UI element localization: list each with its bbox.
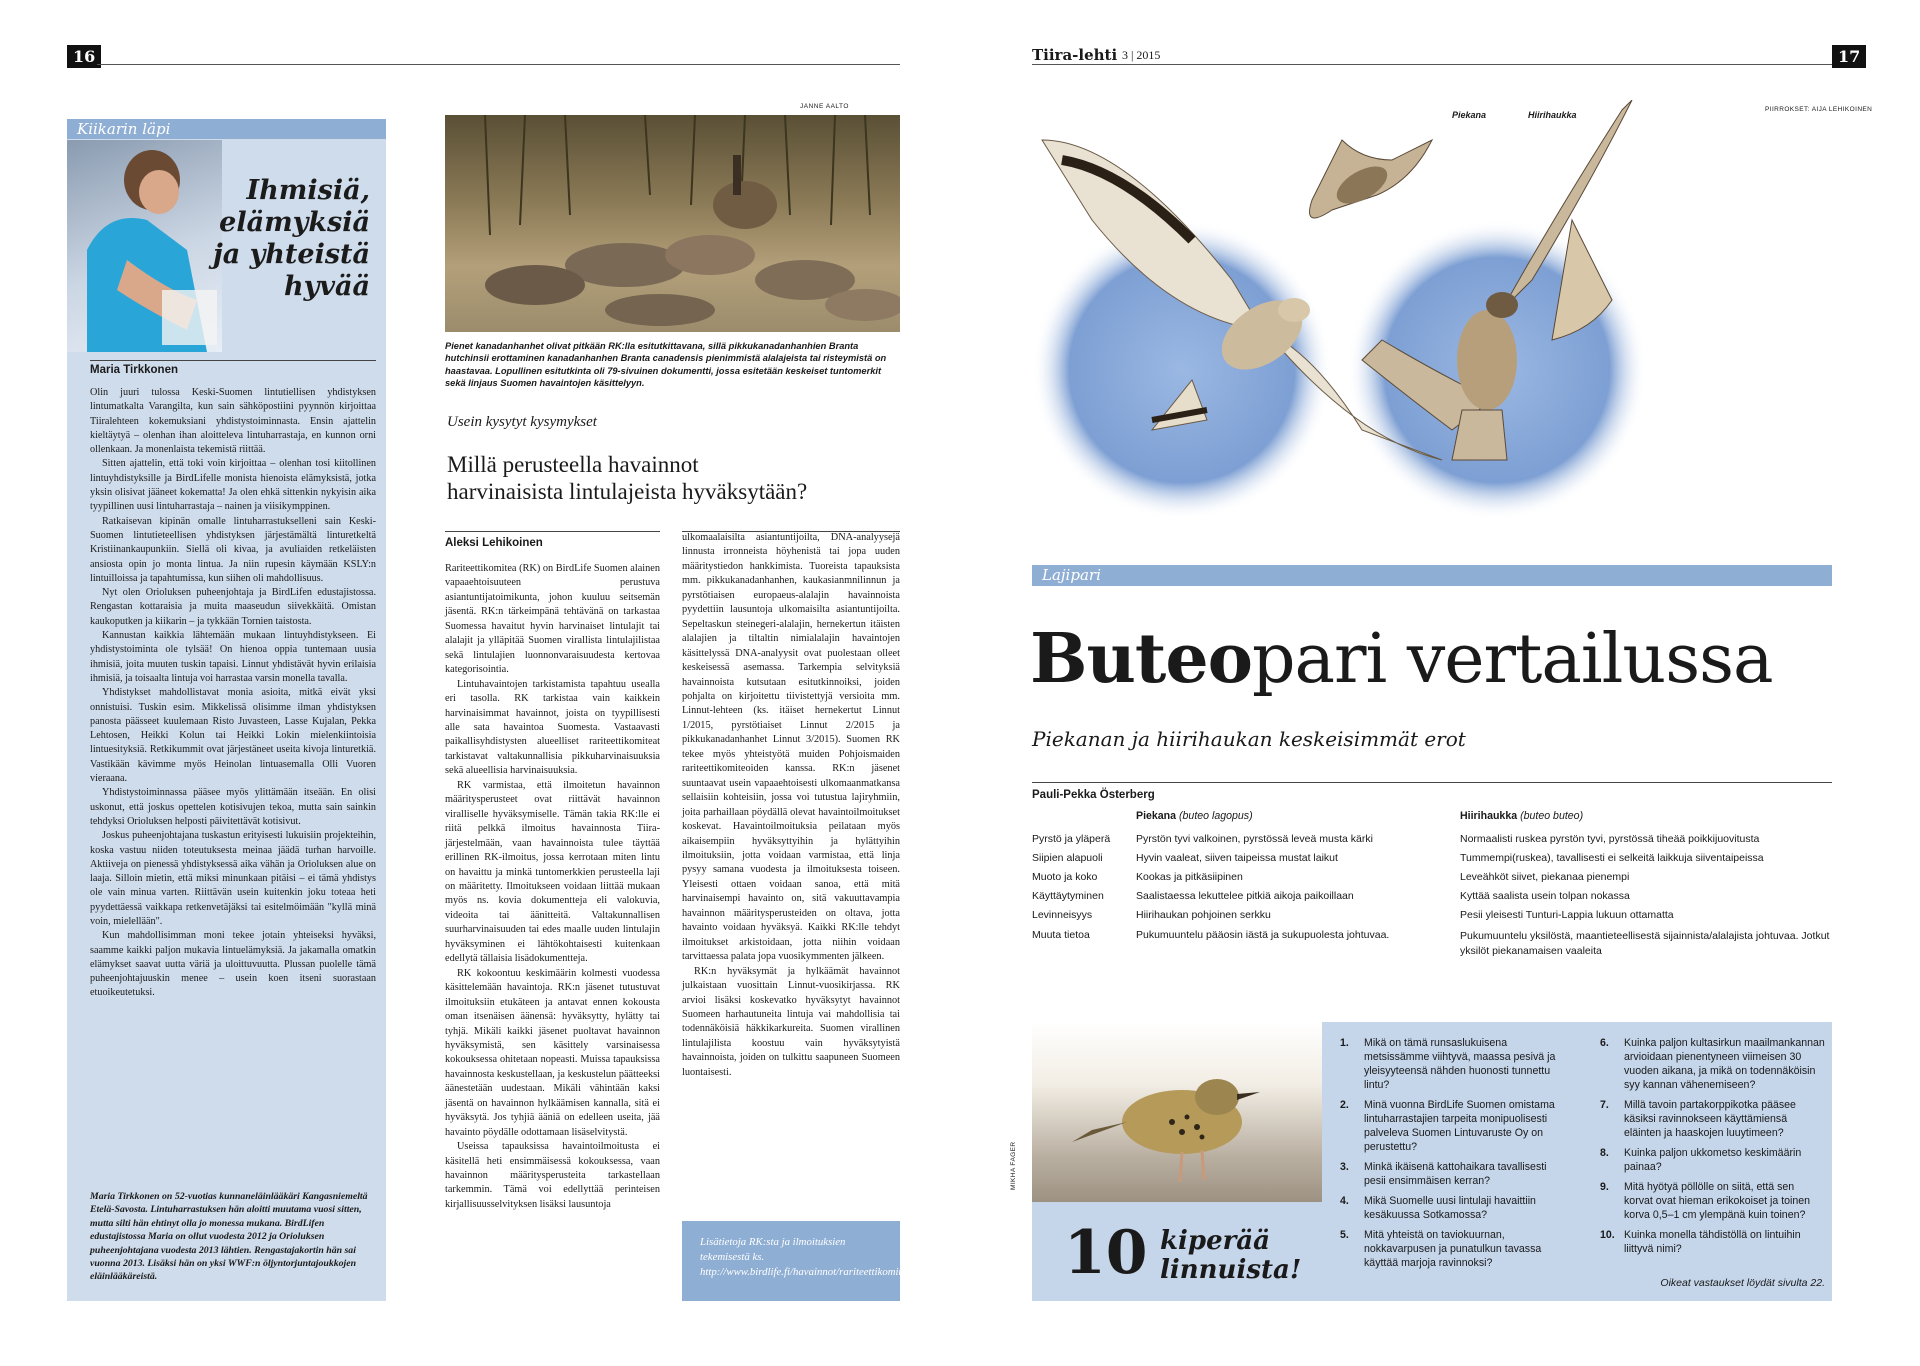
faq-column-1 — [445, 562, 660, 1212]
headline-line-2: elämyksiä — [219, 207, 370, 238]
kicker-label: Kiikarin läpi — [67, 119, 386, 139]
row-label: Pyrstö ja yläperä — [1032, 833, 1111, 845]
row-value-hiirihaukka: Normaalisti ruskea pyrstön tyvi, pyrstössä tiheää poikkijuovitusta — [1460, 833, 1760, 845]
quiz-questions-6-10 — [1600, 1036, 1825, 1262]
paragraph: Sitten ajattelin, että toki voin kirjoittaa – olenhan tosi kiitollinen lintuyhdistyksille ja BirdLifelle monista hienoista elämyksistä, jotka yksin olisivat jääneet kokematta! Ja olen ehkä sittenkin nykyisin aika tyypillinen uusi lintuharrastaja – nainen ja viisikymppinen. — [90, 458, 376, 513]
col2-header: Hiirihaukka — [1460, 810, 1518, 822]
quiz-question — [1340, 1098, 1570, 1154]
row-label: Käyttäytyminen — [1032, 890, 1104, 902]
question-text: Minkä ikäisenä kattohaikara tavallisesti pesii ensimmäisen kerran? — [1364, 1161, 1547, 1187]
col-header-hiirihaukka — [1460, 810, 1583, 822]
bird-label-hiirihaukka: Hiirihaukka — [1528, 110, 1577, 120]
sidebar-author: Maria Tirkkonen — [90, 364, 178, 376]
row-label: Muuta tietoa — [1032, 929, 1090, 941]
question-number: 8. — [1600, 1147, 1609, 1159]
paragraph: Nyt olen Orioluksen puheenjohtaja ja BirdLifen edustajistossa. Rengastan kottaraisia ja muita maaseudun siivekkäitä. Omistan kaukoputken ja kiikarin – ja tykkään Tornien taistosta. — [90, 587, 376, 627]
question-number: 7. — [1600, 1099, 1609, 1111]
question-number: 9. — [1600, 1181, 1609, 1193]
question-text: Kuinka paljon kultasirkun maailmankannan arvioidaan pienentyneen viimeisen 30 vuoden aikana, ja mikä on todennäköisin syy kannan vähenemiseen? — [1624, 1037, 1825, 1091]
row-value-piekana: Pukumuuntelu pääosin iästä ja sukupuolesta johtuvaa. — [1136, 929, 1390, 941]
paragraph: Yhdistystoiminnassa pääsee myös ylittämään itseään. En olisi uskonut, että joskus opettelen kotisivujen tekoa, mutta sain sainkin tehdyksi Orioluksen helposti päivitettävät kotisivut. — [90, 787, 376, 827]
paragraph: Ratkaisevan kipinän omalle lintuharrastukselleni sain Keski-Suomen lintutieteellisen yhdistyksen järjestämältä linturetkeltä Kristiinankaupunkiin. Siellä oli kivaa, ja avuliaiden retkeläisten ansiosta opin jo monta lintua. Ja niin rupesin käymään KSLY:n lintuilloissa ja tapahtumissa, kun siihen oli mahdollisuus. — [90, 515, 376, 584]
question-text: Kuinka paljon ukkometso keskimäärin painaa? — [1624, 1147, 1802, 1173]
question-text: Minä vuonna BirdLife Suomen omistama lintuharrastajien tarpeita monipuolisesti palveleva Suomen Lintuvaruste Oy on perustettu? — [1364, 1099, 1555, 1153]
quiz-question — [1600, 1146, 1825, 1174]
lajipari-kicker: Lajipari — [1032, 565, 1832, 586]
quiz-question — [1600, 1098, 1825, 1140]
quiz-questions-1-5 — [1340, 1036, 1570, 1276]
quiz-photo-credit: MIKHA FAGER — [1010, 1141, 1017, 1190]
question-number: 4. — [1340, 1195, 1349, 1207]
quiz-answers-note: Oikeat vastaukset löydät sivulta 22. — [1660, 1277, 1825, 1289]
row-value-hiirihaukka: Leveähköt siivet, piekanaa pienempi — [1460, 871, 1630, 883]
row-value-piekana: Hyvin vaaleat, siiven taipeissa mustat laikut — [1136, 852, 1338, 864]
table-top-rule — [1032, 782, 1832, 783]
question-text: Millä tavoin partakorppikotka pääsee käsiksi ravinnokseen käyttämiensä eläinten ja haaskojen luuytimeen? — [1624, 1099, 1796, 1139]
question-text: Mitä yhteistä on taviokuurnan, nokkavarpusen ja punatulkun tavassa käyttää marjoja ravinnoksi? — [1364, 1229, 1542, 1269]
pipit-photo — [1032, 1022, 1322, 1202]
quiz-question — [1600, 1036, 1825, 1092]
row-value-piekana: Pyrstön tyvi valkoinen, pyrstössä leveä musta kärki — [1136, 833, 1373, 845]
paragraph: RK kokoontuu keskimäärin kolmesti vuodessa käsittelemään havaintoja. RK:n jäsenet tutustuvat ilmoituksiin etukäteen ja antavat ennen kokousta oman itsenäisen äänensä: hyväksytty, hylätty tai tyhjä. Mikäli kaikki jäsenet puoltavat havainnon hyväksymistä, sen käsittely varsinaisessa kokouksessa ohitetaan nopeasti. Muissa tapauksissa havainnosta keskustellaan, ja keskustelun päätteeksi äänestetään uudestaan. Mikäli vähintään kaksi jäsentä on havainnon hylkäämisen kannalla, sitä ei hyväksytä. Jos tyhjiä ääniä on edelleen useita, jää havainto pöydälle odottamaan lisäselvitystä. — [445, 967, 660, 1138]
col1-header: Piekana — [1136, 810, 1177, 822]
question-number: 1. — [1340, 1037, 1349, 1049]
main-title — [1030, 620, 1773, 699]
paragraph: Olin juuri tulossa Keski-Suomen lintutiellisen yhdistyksen lintumatkalta Varangilta, kun sain sähköpostiini pyynnön kirjoittaa Tiiralehteen kokemuksiani yhdistystoiminnasta. Ensin ajattelin kieltäytyä – olenhan ihan aloitteleva lintuharrastaja, en kunnon orni ollenkaan. Ja monenlaista tekemistä riittää. — [90, 387, 376, 456]
row-label: Levinneisyys — [1032, 909, 1093, 921]
subtitle: Piekanan ja hiirihaukan keskeisimmät erot — [1032, 727, 1466, 751]
main-title-bold: Buteo — [1030, 619, 1252, 699]
quiz-title-line-2: linnuista! — [1160, 1255, 1302, 1285]
paragraph: Lintuhavaintojen tarkistamista tapahtuu usealla eri tasolla. RK tarkistaa vain kaikkein harvinaisimmat havainnot, joista on tyypillisesti alle sata havaintoa Suomesta. Vastaavasti paikallisyhdistysten alueelliset rariteettikomiteat tarkistavat valtakunnallisia pikkuharvinaisuuksia sekä alueellisia harvinaisuuksia. — [445, 678, 660, 777]
paragraph: Kun mahdollisimman moni tekee jotain yhteiseksi hyväksi, saamme kaikki paljon mukavia lintuelämyksiä. Ja jakamalla omatkin elämykset saavat uutta väriä ja uloittuvuutta. Plussan puolelle tämä puheenjohtajuuskin menee – usein koen itseni suorastaan etuoikeutetuksi. — [90, 930, 376, 999]
quiz-number: 10 — [1064, 1218, 1148, 1288]
quiz-title — [1160, 1227, 1301, 1285]
photo-credit: JANNE AALTO — [800, 103, 849, 110]
faq-column-2 — [682, 531, 900, 1080]
quiz-question — [1340, 1036, 1570, 1092]
quiz-question — [1340, 1228, 1570, 1270]
paragraph: Joskus puheenjohtajana tuskastun erityisesti lukuisiin projekteihin, koska vastuu niiden toteutuksesta meinaa jäädä turhan harvoille. Aktiiveja on pienessä yhdistyksessä aika vähän ja Orioluksen alue on laaja. Silloin mietin, että miksi minunkaan pitäisi – ei tämä yhdistys ole vain minua varten. Riittävän usein kuitenkin joku toteaa heti pyydettäessä vaikkapa retkenvetäjäksi tai esitelmöimään "kyllä minä voin, mielellään". — [90, 830, 376, 927]
paragraph: Kannustan kaikkia lähtemään mukaan lintuyhdistykseen. Ei yhdistystoiminta ole tylsää! On hienoa oppia tuntemaan uusia ihmisiä, joita muuten tuskin tapaisi. Linnut yhdistävät hyvin erilaisia ihmisiä, ja toisaalta lintuja voi harrastaa varsin monella tavalla. — [90, 630, 376, 684]
magazine-name: Tiira-lehti — [1032, 46, 1118, 64]
row-value-piekana: Hiirihaukan pohjoinen serkku — [1136, 909, 1271, 921]
info-box-text[interactable]: Lisätietoja RK:sta ja ilmoituksien tekemisestä ks. http://www.birdlife.fi/havainnot/rariteettikomitea.shtml — [700, 1236, 938, 1278]
author-photo — [67, 140, 222, 352]
quiz-question — [1600, 1180, 1825, 1222]
issue-number: 3 | 2015 — [1122, 48, 1161, 62]
question-text: Kuinka monella tähdistöllä on lintuihin liittyvä nimi? — [1624, 1229, 1801, 1255]
faq-title-line-2: harvinaisista lintulajeista hyväksytään? — [447, 479, 808, 504]
quiz-question — [1340, 1160, 1570, 1188]
faq-title — [447, 451, 907, 505]
col-header-piekana — [1136, 810, 1253, 822]
paragraph: Rariteettikomitea (RK) on BirdLife Suomen alainen vapaaehtoisuuteen perustuva asiantuntijatoimikunta, johon kuuluu seitsemän jäsentä. RK:n tärkeimpänä tehtävänä on tarkastaa Suomessa havaitut hyvin harvinaiset lintulajit tai alalajit ja ylläpitää Suomen virallista lintulajilistaa sekä lintulajien luonnonvaraisuudesta kertovaa kategorisointia. — [445, 563, 660, 676]
paragraph: Yhdistykset mahdollistavat monia asioita, mitkä eivät yksi onnistuisi. Tuskin esim. Mikkelissä olisimme ilman yhdistyksen panosta päässeet kuulemaan Risto Juvasteen, Lasse Kujalan, Pekka Lehtosen, Heikki Kolun tai Heikki Lokin mielenkiintoisia lintuesityksiä. Retkikummit ovat järjestäneet useita kivoja linturetkiä. Vastikään kävimme myös Heinolan lintuasemalla Olli Vuoren vieraana. — [90, 687, 376, 785]
paragraph: Useissa tapauksissa havaintoilmoitusta ei käsitellä heti ensimmäisessä kokouksessa, vaan havainnon määritysperusteita tarkastellaan tarkemmin. Tämä voi edellyttää perinteisen kirjallisuusselvityksen lisäksi lausuntoja — [445, 1141, 660, 1210]
sidebar-article — [90, 386, 376, 1001]
question-number: 5. — [1340, 1229, 1349, 1241]
page-number-right: 17 — [1832, 45, 1866, 68]
faq-author: Aleksi Lehikoinen — [445, 537, 543, 549]
header-rule-left — [97, 64, 900, 65]
quiz-question — [1600, 1228, 1825, 1256]
row-label: Siipien alapuoli — [1032, 852, 1103, 864]
paragraph: RK:n hyväksymät ja hylkäämät havainnot julkaistaan vuosittain Linnut-vuosikirjassa. RK arvioi lisäksi koskevatko hyväksytyt havainnot Suomeen harhautuneita lintuja vai mahdollisia tai todennäköisiä häkkikarkureita. Suomen virallinen lintulajilista koostuu vain hyväksytyistä havainnoista, joiden on tulkittu saapuneen Suomeen luontaisesti. — [682, 965, 900, 1078]
page-number-left: 16 — [67, 45, 101, 68]
faq-rule-1 — [445, 531, 660, 532]
question-text: Mikä Suomelle uusi lintulaji havaittiin kesäkuussa Sotkamossa? — [1364, 1195, 1536, 1221]
row-value-piekana: Saalistaessa lekuttelee pitkiä aikoja paikoillaan — [1136, 890, 1354, 902]
paragraph: RK varmistaa, että ilmoitetun havainnon määritysperusteet ovat riittävät havainnon viralliselle hyväksymiselle. Tämän takia RK:lle ei riitä pelkkä ilmoitus havainnosta Tiira-järjestelmään, vaan havainnoista tulee täyttää erillinen RK-ilmoitus, jossa kerrotaan miten lintu on havaittu ja minkä tuntomerkkien perusteella laji on määritetty. Ilmoitukseen voidaan liittää mukaan myös ns. kovia dokumentteja eli valokuvia, videoita tai äänitteitä. Valtakunnallisen suurharvinaisuuden tai edes maalle uuden lintulajin hyväksyminen ei lähtökohtaisesti kuitenkaan edellytä tällaisia lisädokumentteja. — [445, 779, 660, 965]
headline-line-4: hyvää — [284, 271, 370, 302]
row-value-hiirihaukka: Kyttää saalista usein tolpan nokassa — [1460, 890, 1630, 902]
piekana-small-drawing — [1310, 140, 1433, 218]
header-rule-right — [1032, 64, 1832, 65]
question-text: Mitä hyötyä pöllölle on siitä, että sen korvat ovat hieman erikokoiset ja toinen korva 0,5–1 cm ylempänä kuin toinen? — [1624, 1181, 1811, 1221]
row-value-hiirihaukka: Tummempi(ruskea), tavallisesti ei selkeitä laikkuja siiventaipeissa — [1460, 852, 1764, 864]
geese-photo — [445, 115, 900, 332]
quiz-question — [1340, 1194, 1570, 1222]
row-value-hiirihaukka: Pesii yleisesti Tunturi-Lappia lukuun ottamatta — [1460, 909, 1674, 921]
left-headline — [210, 175, 370, 303]
faq-title-line-1: Millä perusteella havainnot — [447, 452, 699, 477]
photo-caption: Pienet kanadanhanhet olivat pitkään RK:lla esitutkittavana, sillä pikkukanadanhanhien Branta hutchinsii erottaminen kanadanhanhen Branta canadensis pienimmistä alalajeista tai risteymistä on haastavaa. Lopullinen esitutkinta oli 79-sivuinen dokumentti, jossa esitetään keskeiset tuntomerkit sekä linjaus Suomen havaintojen käsittelyyn. — [445, 341, 887, 389]
col1-latin: (buteo lagopus) — [1179, 810, 1253, 822]
illustration-credit: PIIRROKSET: AIJA LEHIKOINEN — [1765, 106, 1873, 113]
question-number: 10. — [1600, 1229, 1615, 1241]
bird-label-piekana: Piekana — [1452, 110, 1487, 120]
comparison-author: Pauli-Pekka Österberg — [1032, 789, 1155, 801]
col2-latin: (buteo buteo) — [1520, 810, 1584, 822]
question-number: 3. — [1340, 1161, 1349, 1173]
question-text: Mikä on tämä runsaslukuisena metsissämme viihtyvä, maassa pesivä ja yleisyyteensä nähden huonosti tunnettu lintu? — [1364, 1037, 1556, 1091]
headline-line-1: Ihmisiä, — [246, 175, 370, 206]
row-label: Muoto ja koko — [1032, 871, 1098, 883]
row-value-hiirihaukka: Pukumuuntelu yksilöstä, maantieteellisestä sijainnista/alalajista johtuvaa. Jotkut yksilöt piekanamaisen vaaleita — [1460, 930, 1830, 957]
paragraph: ulkomaalaisilta asiantuntijoilta, DNA-analyysejä linnusta irronneista höyhenistä tai jopa uuden määritystiedon hankkimista. Tuoreista tapauksista mm. pikkukanadanhanhen, kaukasianmnilinnun ja pyrstötiaisen europaeus-alalajin havainnoista pyydettiin lausuntoja ulkomaisilta asiantuntijoilta. Sepeltaskun steinegeri-alalajin, hernekertun itäisten alalajien ja tiltaltin nimialalajin havaintojen käsittelyssä DNA-analyysit ovat puolestaan olleet keskeisessä asemassa. Tarkempia selvityksiä havainnoista kutsutaan esitutkinnoiksi, joiden pohjalta on kirjoitettu tiivistettyjä versioita mm. Linnut-lehteen (ks. itäiset hernekertut Linnut 1/2015, pyrstötiaiset Linnut 2/2015 ja pikkukanadanhanhet Linnut 3/2015). Suomen RK tekee myös yhteistyötä muiden Pohjoismaiden rariteettikomiteoiden kanssa. RK:n jäsenet suuntaavat usein vapaaehtoisesti ulkomaanmatkansa sellaisiin kohteisiin, jossa voi tutustua lajiryhmiin, joita parhaillaan pöydällä olevat havaintoilmoitukset koskevat. Havaintoilmoituksia peilataan myös aikaisempiin hyväksyttyihin ja hylättyihin ilmoituksiin, jotta voidaan varmistaa, että linja pysyy samana vuodesta ja ilmoituksesta toiseen. Yleisesti ottaen voidaan sanoa, että mitä harvinaisempi havainto on, sitä vakuuttavampia havainnon määritysperusteiden on oltava, jotta havainto voidaan hyväksyä. Kaikki RK:lle tehdyt ilmoitukset arkistoidaan, jotta niihin voidaan tarvittaessa palata jopa vuosikymmenten jälkeen. — [682, 532, 900, 963]
question-number: 6. — [1600, 1037, 1609, 1049]
faq-kicker: Usein kysytyt kysymykset — [447, 414, 597, 430]
info-box — [682, 1221, 938, 1301]
row-value-piekana: Kookas ja pitkäsiipinen — [1136, 871, 1243, 883]
main-title-rest: pari vertailussa — [1251, 620, 1773, 699]
quiz-title-line-1: kiperää — [1160, 1226, 1271, 1256]
author-bio: Maria Tirkkonen on 52-vuotias kunnaneläinlääkäri Kangasniemeltä Etelä-Savosta. Lintuharrastuksen hän aloitti muutama vuosi sitten, mutta silti hän ehtinyt olla jo monessa mukana. BirdLifen edustajistossa Maria on ollut vuodesta 2012 ja Orioluksen puheenjohtajana vuodesta 2013 lähtien. Rengastajakortin hän sai vuonna 2013. Lisäksi hän on yksi WWF:n öljyntorjuntajoukkojen eläinlääkäreistä. — [90, 1191, 368, 1283]
buzzards-illustration — [1032, 100, 1852, 570]
headline-line-3: ja yhteistä — [212, 239, 370, 270]
question-number: 2. — [1340, 1099, 1349, 1111]
sidebar-rule — [90, 360, 376, 361]
